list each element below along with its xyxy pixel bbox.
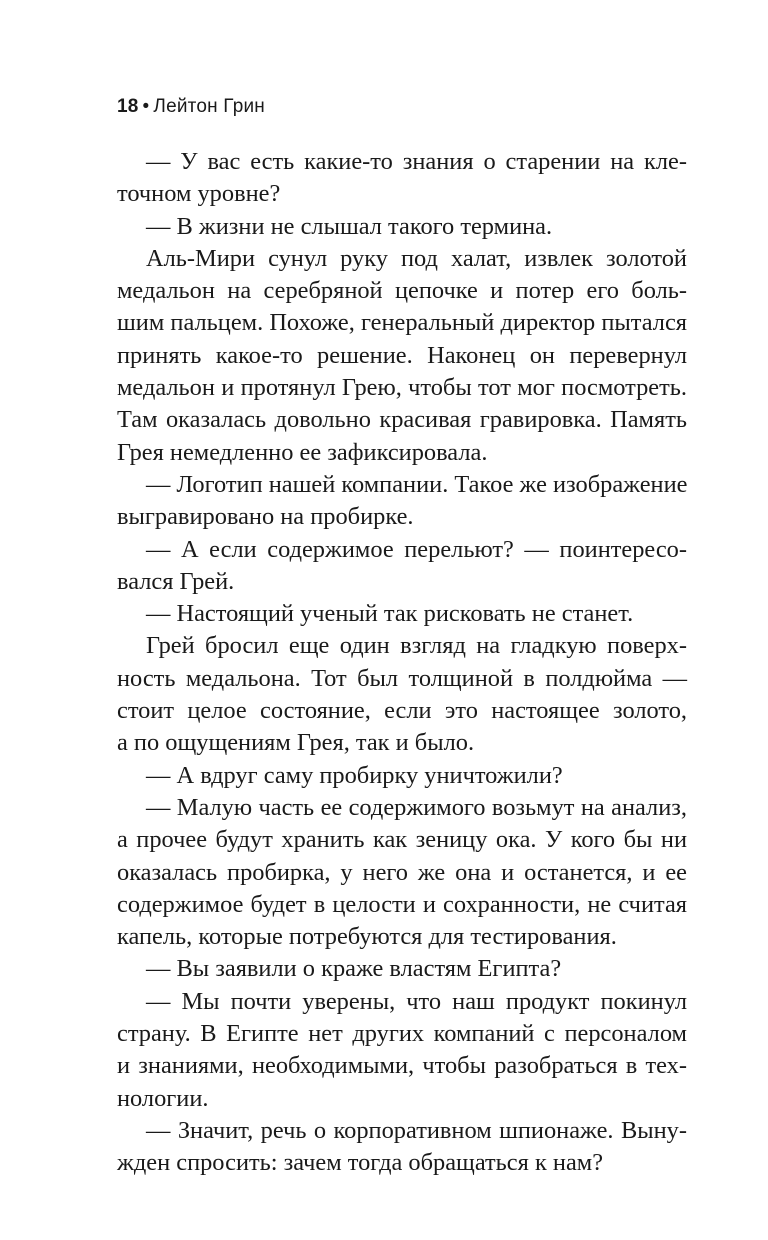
text-line: — Малую часть ее содержимого возьмут на анализ,: [146, 793, 687, 821]
text-line: стоит целое состояние, если это настоящее золото,: [117, 697, 687, 725]
text-line: Грей бросил еще один взгляд на гладкую поверх-: [146, 632, 687, 660]
text-line: точном уровне?: [117, 180, 281, 208]
text-line: ность медальона. Тот был толщиной в полдюйма —: [117, 664, 687, 692]
text-line: страну. В Египте нет других компаний с персоналом: [117, 1020, 687, 1048]
text-line: шим пальцем. Похоже, генеральный директор пытался: [117, 309, 687, 337]
text-line: медальон на серебряной цепочке и потер его боль-: [117, 277, 687, 305]
text-line: — Логотип нашей компании. Такое же изображение: [146, 470, 688, 498]
text-line: Там оказалась довольно красивая гравировка. Память: [117, 406, 687, 434]
header-separator: •: [142, 96, 150, 117]
text-line: оказалась пробирка, у него же она и останется, и ее: [117, 858, 687, 886]
text-line: — У вас есть какие-то знания о старении на кле-: [146, 148, 687, 175]
text-line: — Вы заявили о краже властям Египта?: [146, 955, 562, 983]
text-line: и знаниями, необходимыми, чтобы разобраться в тех-: [117, 1052, 687, 1080]
text-line: Грея немедленно ее зафиксировала.: [117, 438, 488, 466]
text-line: — Мы почти уверены, что наш продукт покинул: [146, 987, 687, 1015]
text-line: жден спросить: зачем тогда обращаться к нам?: [117, 1149, 604, 1177]
text-line: — А если содержимое перельют? — поинтересо-: [146, 535, 687, 563]
page-number: 18: [117, 96, 139, 117]
text-line: медальон и протянул Грею, чтобы тот мог посмотреть.: [117, 374, 687, 402]
author-name: Лейтон Грин: [153, 96, 265, 117]
text-line: выгравировано на пробирке.: [117, 503, 414, 531]
text-line: — В жизни не слышал такого термина.: [146, 212, 553, 240]
running-header: [117, 96, 265, 118]
text-line: содержимое будет в целости и сохранности, не считая: [117, 890, 687, 918]
text-line: нологии.: [117, 1084, 209, 1112]
text-line: — А вдруг саму пробирку уничтожили?: [146, 761, 563, 789]
text-line: принять какое-то решение. Наконец он перевернул: [117, 341, 687, 369]
text-line: а прочее будут хранить как зеницу ока. У кого бы ни: [117, 826, 687, 854]
text-line: — Настоящий ученый так рисковать не станет.: [146, 600, 634, 628]
text-line: — Значит, речь о корпоративном шпионаже. Выну-: [146, 1116, 687, 1144]
text-line: а по ощущениям Грея, так и было.: [117, 729, 475, 757]
text-line: вался Грей.: [117, 567, 235, 595]
text-line: Аль-Мири сунул руку под халат, извлек золотой: [146, 244, 687, 272]
text-line: капель, которые потребуются для тестирования.: [117, 923, 617, 951]
body-text: [117, 146, 687, 1180]
